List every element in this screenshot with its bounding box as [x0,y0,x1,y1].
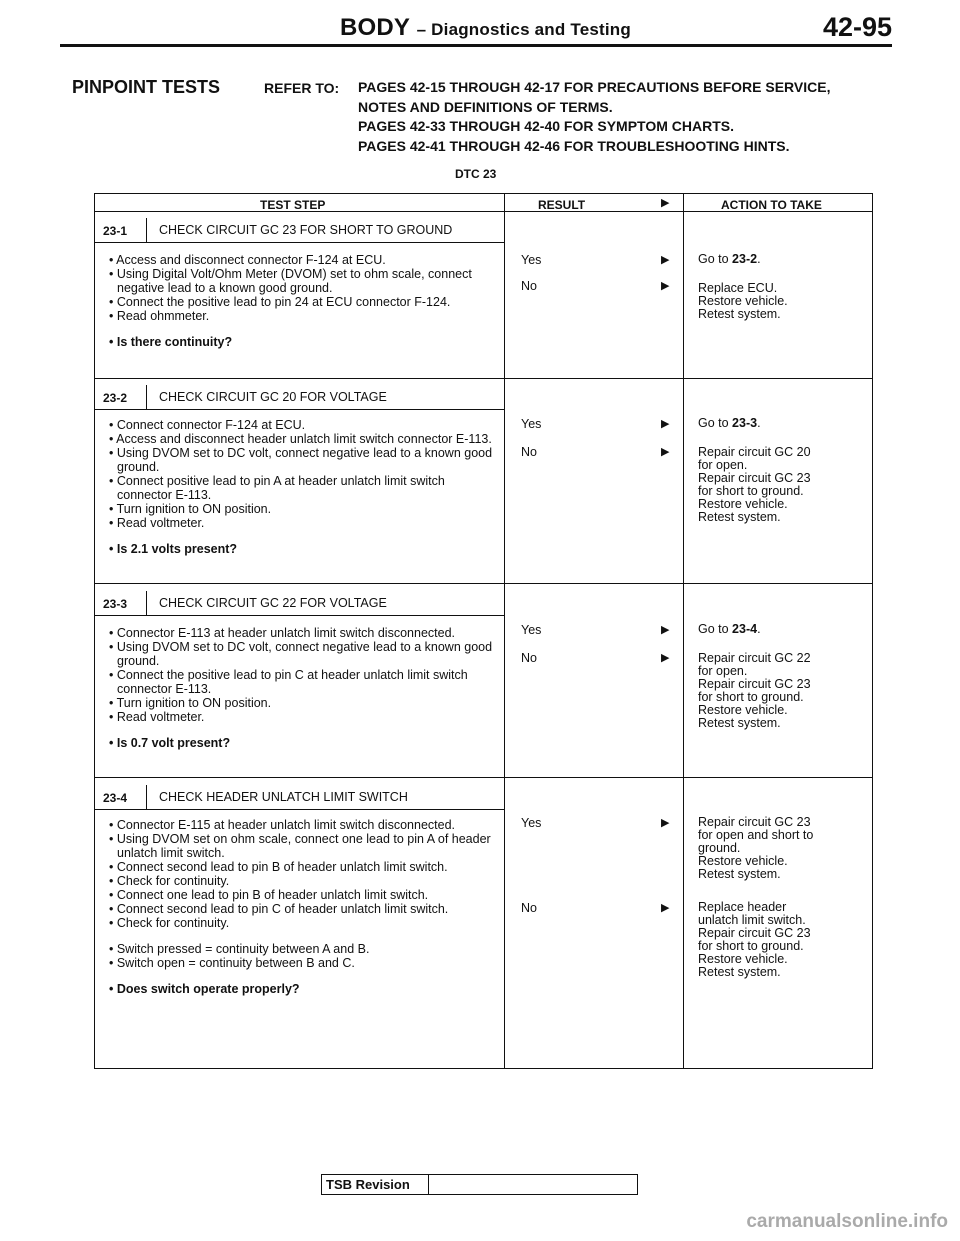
pinpoint-test-table [94,193,873,1069]
step-title: CHECK HEADER UNLATCH LIMIT SWITCH [159,790,408,804]
page-number: 42-95 [822,12,892,42]
tsb-revision-label: TSB Revision [326,1177,410,1192]
column-header-result: RESULT [538,198,586,212]
arrow-right-icon: ▶ [661,197,670,209]
result-yes: Yes [521,417,542,431]
tsb-divider [428,1175,429,1194]
instruction-item: • Using DVOM set on ohm scale, connect one lead to pin A of header unlatch limit switch. [109,832,491,860]
action-text: . [757,416,761,430]
step-id-divider [146,385,147,409]
result-yes: Yes [521,623,542,637]
step-instructions [109,818,494,996]
arrow-right-icon: ▶ [661,902,670,914]
action-text: Go to [698,622,733,636]
instruction-item: • Turn ignition to ON position. [109,696,272,710]
instruction-item: • Connector E-113 at header unlatch limit switch disconnected. [109,626,455,640]
step-question: • Is there continuity? [109,335,233,349]
instruction-item: • Read ohmmeter. [109,309,210,323]
refer-line: PAGES 42-41 THROUGH 42-46 FOR TROUBLESHOOTING HINTS. [358,137,790,154]
instruction-item: • Using DVOM set to DC volt, connect negative lead to a known good ground. [109,640,493,668]
step-divider [95,378,872,379]
arrow-right-icon: ▶ [661,280,670,292]
instruction-item: • Read voltmeter. [109,516,205,530]
arrow-right-icon: ▶ [661,254,670,266]
result-yes: Yes [521,253,542,267]
column-header-test-step: TEST STEP [260,198,326,212]
instruction-item: • Connect the positive lead to pin 24 at ECU connector F-124. [109,295,451,309]
instruction-item: • Read voltmeter. [109,710,205,724]
instruction-item: • Connect one lead to pin B of header unlatch limit switch. [109,888,429,902]
instruction-item: • Connect positive lead to pin A at header unlatch limit switch connector E-113. [109,474,445,502]
step-question: • Is 0.7 volt present? [109,736,231,750]
note-item: • Switch pressed = continuity between A and B. [109,942,370,956]
refer-line: PAGES 42-15 THROUGH 42-17 FOR PRECAUTIONS BEFORE SERVICE, [358,79,831,95]
step-reference: 23-2 [732,252,758,266]
step-id: 23-4 [103,791,128,805]
column-divider [504,194,505,1068]
step-header [95,385,504,410]
action-no: Repair circuit GC 22 for open. Repair circuit GC 23 for short to ground. Restore vehicle. Retest system. [698,651,811,730]
action-text: Go to [698,252,733,266]
step-instructions [109,418,494,556]
step-id-divider [146,218,147,242]
instruction-item: • Connector E-115 at header unlatch limit switch disconnected. [109,818,455,832]
step-id: 23-1 [103,224,128,238]
step-divider [95,583,872,584]
action-yes: Repair circuit GC 23 for open and short to ground. Restore vehicle. Retest system. [698,815,814,881]
header-subtitle: – Diagnostics and Testing [416,20,631,39]
arrow-right-icon: ▶ [661,652,670,664]
arrow-right-icon: ▶ [661,418,670,430]
note-item: • Switch open = continuity between B and C. [109,956,355,970]
refer-line: NOTES AND DEFINITIONS OF TERMS. [358,98,613,115]
step-header [95,785,504,810]
step-instructions [109,253,494,349]
refer-label: REFER TO: [264,80,340,96]
step-id: 23-3 [103,597,128,611]
result-yes: Yes [521,816,542,830]
instruction-item: • Check for continuity. [109,874,230,888]
result-no: No [521,901,537,915]
step-id-divider [146,785,147,809]
step-title: CHECK CIRCUIT GC 22 FOR VOLTAGE [159,596,387,610]
instruction-item: • Using DVOM set to DC volt, connect negative lead to a known good ground. [109,446,493,474]
action-yes [698,623,848,636]
instruction-item: • Connect second lead to pin C of header unlatch limit switch. [109,902,449,916]
step-title: CHECK CIRCUIT GC 20 FOR VOLTAGE [159,390,387,404]
action-yes [698,417,848,430]
refer-line: PAGES 42-33 THROUGH 42-40 FOR SYMPTOM CHARTS. [358,118,734,134]
result-no: No [521,651,537,665]
instruction-item: • Access and disconnect header unlatch limit switch connector E-113. [109,432,492,446]
header-title-main: BODY [340,14,410,41]
action-text: . [757,252,761,266]
watermark: carmanualsonline.info [746,1211,948,1232]
tsb-revision-box [321,1174,638,1195]
arrow-right-icon: ▶ [661,446,670,458]
instruction-item: • Turn ignition to ON position. [109,502,272,516]
step-header [95,591,504,616]
column-divider [683,194,684,1068]
step-title: CHECK CIRCUIT GC 23 FOR SHORT TO GROUND [159,223,453,237]
step-id: 23-2 [103,391,128,405]
action-no: Replace ECU. Restore vehicle. Retest system. [698,281,788,321]
step-reference: 23-4 [732,622,758,636]
dtc-title: DTC 23 [455,167,497,181]
instruction-item: • Using Digital Volt/Ohm Meter (DVOM) set to ohm scale, connect negative lead to a known good ground. [109,267,472,295]
arrow-right-icon: ▶ [661,817,670,829]
step-instructions [109,626,494,750]
step-question: • Is 2.1 volts present? [109,542,238,556]
step-reference: 23-3 [732,416,758,430]
pinpoint-label: PINPOINT TESTS [72,77,221,97]
result-no: No [521,279,537,293]
action-yes [698,253,848,266]
action-no: Replace header unlatch limit switch. Repair circuit GC 23 for short to ground. Restore vehicle. Retest system. [698,900,811,979]
result-no: No [521,445,537,459]
action-text: . [757,622,761,636]
step-header [95,218,504,243]
action-text: Go to [698,416,733,430]
refer-text [358,78,830,156]
page-header [60,8,892,47]
step-id-divider [146,591,147,615]
step-divider [95,777,872,778]
instruction-item: • Connect connector F-124 at ECU. [109,418,306,432]
instruction-item: • Check for continuity. [109,916,230,930]
column-header-action: ACTION TO TAKE [721,198,822,212]
instruction-item: • Connect the positive lead to pin C at header unlatch limit switch connector E-113. [109,668,468,696]
action-no: Repair circuit GC 20 for open. Repair circuit GC 23 for short to ground. Restore vehicle. Retest system. [698,445,811,524]
header-title [340,14,631,42]
step-question: • Does switch operate properly? [109,982,300,996]
instruction-item: • Access and disconnect connector F-124 at ECU. [109,253,386,267]
arrow-right-icon: ▶ [661,624,670,636]
instruction-item: • Connect second lead to pin B of header unlatch limit switch. [109,860,448,874]
